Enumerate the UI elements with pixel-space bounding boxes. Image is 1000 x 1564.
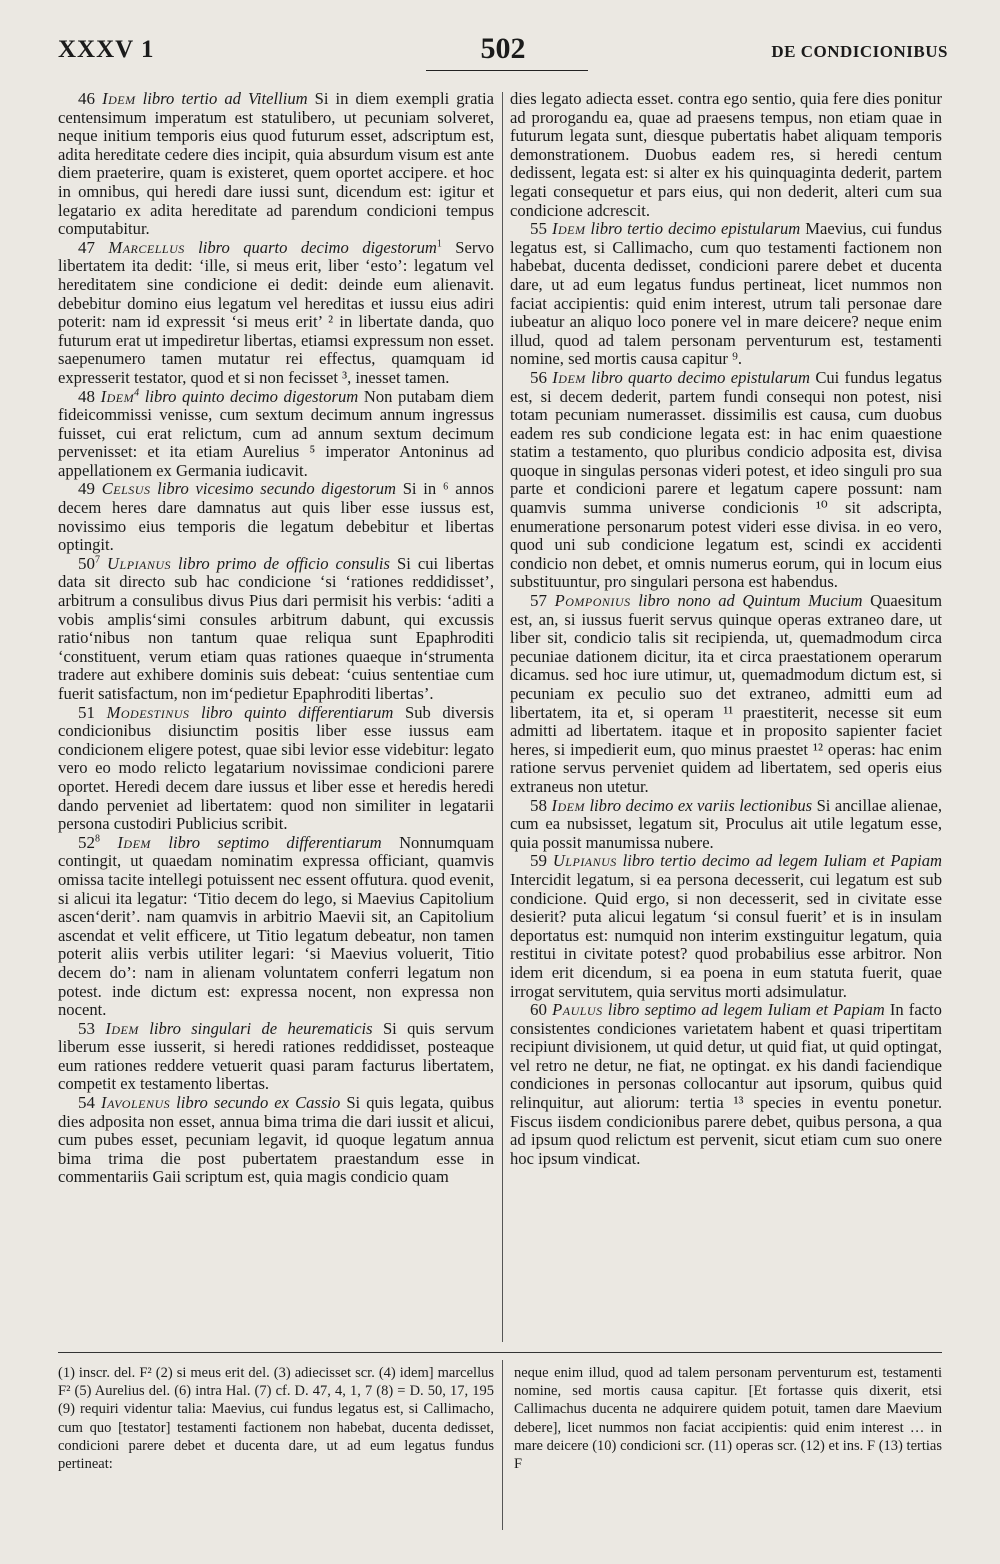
work-title: libro septimo ad legem Iuliam et Papiam [607, 1000, 885, 1020]
footnote-divider [502, 1360, 503, 1530]
work-title: libro decimo ex variis lectionibus [589, 795, 813, 815]
inscription [552, 1000, 885, 1019]
running-header [58, 30, 948, 70]
inscription [102, 479, 396, 498]
footnotes-left: (1) inscr. del. F² (2) si meus erit del. (3) adiecisset scr. (4) idem] marcellus F² (5) Aurelius del. (6) intra Hal. (7) cf. D. 47, 4, 1, 7 (8) = D. 50, 17, 195 (9) requiri videntur talia: Maevius, cui fundus legatus est, si Callimacho, cum quo [testator] testamenti factionem non habebat, ducenta dedisset, condicioni parere debet et ducenta dare, ut ad eum legatus fundus pertineat: [58, 1365, 494, 1473]
footnote-rule [58, 1352, 942, 1353]
inscription [555, 591, 863, 610]
fragment-text: Quaesitum est, an, si iussus fuerit servus quinque operas extraneo dare, ut liber sit, condicio talis sit recipienda, ut, quemadmodum circa pecuniae dationem dicitur, ita et circa praestationem operarum dicamus. sed hoc iure utimur, ut, quemadmodum dictum est, si pecuniam ex peculio suo det extraneo, admitti eum ad libertatem, ita et, si operam ¹¹ praestiterit, necesse sit eum admitti ad libertatem. itaque et in proposito sapienter faciet heres, si impedierit eum, quo minus praestet ¹² operas: hac enim ratione servus perveniet quidem ad libertatem, sed operis eius extraneus non utetur. [510, 591, 942, 796]
jurist-name: Idem [552, 367, 586, 387]
footnotes-right: neque enim illud, quod ad talem personam perventurum est, testamenti nomine, sed mortis causa capitur. [Et fortasse quis dixerit, etsi Callimachus ducenta ne adquirere quidem potuit, tamen dare Maevium debere], licet nummos non faciat accipientis: quid enim interest … in mare deicere (10) condicioni scr. (11) operas scr. (12) et ins. F (13) tertias F [514, 1365, 942, 1473]
right-column [510, 90, 942, 1168]
fragment [510, 592, 942, 797]
fragment-number: 51 [78, 702, 95, 722]
work-title: libro quinto differentiarum [200, 702, 394, 722]
fragment [58, 704, 494, 834]
work-title: libro nono ad Quintum Mucium [638, 591, 863, 611]
fragment [510, 852, 942, 1001]
fragment [58, 90, 494, 239]
fragment-text: Si in diem exempli gratia centensimum imperatum est statulibero, ut pecuniam solveret, neque initium temporis eius quod futurum esset, adscriptum est, adita hereditate cedere dies incipit, quia absurdum visum est ante diem praeterire, quam is existeret, quem oportet accipere. et hoc in omnibus, qui heredi dare iussi sunt, dicendum est: igitur et legatario ex adita hereditate ad parendum condicioni tempus computabitur. [58, 89, 495, 239]
footnote-marker: 1 [436, 238, 442, 250]
column-divider [502, 92, 503, 1342]
fragment-text: Servo libertatem ita dedit: ‘ille, si meus erit, liber ‘esto’: legatum vel hereditatem sine condicione ei dedit: deinde eum alienavit. debebitur domino eius legatum vel hereditas et iussu eius adiri poterit: nam id expressit ‘si meus erit’ ² in libertate danda, quo futurum erat ut impediretur libertas, etiamsi expressum non esset. saepenumero tamen mutatur rei effectus, quamquam id expresserit testator, quod et si non fecisset ³, inesset tamen. [58, 237, 494, 387]
page-number: 502 [480, 32, 526, 65]
fragment-number: 47 [78, 237, 95, 257]
fragment-text: Si quis legata, quibus dies adposita non esset, annua bima trima die dari iussit et alicui, cum pubes esset, pecuniam legavit, id quoque legatum annua bima trima die post pubertatem praestandum esse in commentariis Gaii scriptum est, quia magis condicio quam [58, 1093, 494, 1187]
fragment [58, 1094, 494, 1187]
jurist-name: Celsus [101, 479, 151, 499]
fragment-number: 53 [78, 1018, 95, 1038]
fragment-text: Si cui libertas data sit directo sub hac condicione ‘si ‘rationes reddidisset’, arbitrum a consulibus divus Pius dari permisit his verbis: ‘aditi a vobis amplis‘simi consules arbitrum dabunt, qui excussis ratio‘nibus non tantum quae reliqua sunt Epaphroditi ‘constituent, verum etiam quas rationes quaeque in‘strumenta tradere aut exhibere dominis suis debeat: ‘cuius sententiae cum fuerit satisfactum, non im‘pedietur Epaphroditi libertas’. [58, 553, 494, 703]
work-title: libro tertio decimo epistularum [590, 219, 801, 239]
jurist-name: Idem [551, 795, 585, 815]
fragment-text: Non putabam diem fideicommissi venisse, cum sextum decimum annum ingressus fuisset, cui erat relictum, cum ad annum sextum decimum pervenisset: et ita etiam Aurelius ⁵ imperator Antoninus ad appellationem ex Germania iudicavit. [58, 386, 494, 480]
fragment [58, 834, 494, 1020]
fragment [58, 239, 494, 388]
fragment-number: 58 [530, 795, 547, 815]
jurist-name: Idem [117, 832, 151, 852]
footnote-marker: 7 [95, 554, 100, 566]
fragment-number: 48 [78, 386, 95, 406]
jurist-name: Marcellus [108, 237, 185, 257]
fragment [58, 480, 494, 554]
work-title: libro quarto decimo epistularum [591, 367, 811, 387]
fragment [510, 90, 942, 220]
fragment [510, 369, 942, 592]
fragment-number: 60 [530, 1000, 547, 1020]
jurist-name: Pomponius [554, 591, 631, 611]
fragment-text: Sub diversis condicionibus disiunctim positis liber esse iussus eam condicionem eligere potest, quae sibi levior esse videbitur: legato vero eo modo relicto legatarium novissimae condicioni parere oportet. Heredi decem dare iussus et liber esse et heredis heredi dando perveniet ad libertatem: quod non similiter in legatarii persona custodiri Publicius scribit. [58, 702, 494, 834]
fragment-text: Cui fundus legatus est, si decem dederit, partem fundi consequi non potest, nisi totam pecuniam numerasset. dissimilis est causa, cum duobus eadem res sub condicione legata est: in hac enim quaestione statim a testamento, quo pluribus condicio adposita est, divisa quoque in singulas personas videri potest, et ideo singuli pro sua parte et condicioni parere et legatum capere possunt: nam quamvis summa universe condicionis ¹⁰ sit adscripta, enumeratione personarum potest videri esse divisa. in eo vero, quod uni sub condicione legatum est, scindi ex accidenti condicio non debet, et omnis numerus eorum, qui in locum eius substituuntur, pro singulari persona est habendus. [510, 367, 943, 592]
jurist-name: Modestinus [106, 702, 190, 722]
work-title: libro tertio decimo ad legem Iuliam et Papiam [622, 851, 943, 871]
inscription [552, 219, 800, 238]
jurist-name: Idem [551, 219, 586, 239]
jurist-name: Iavolenus [101, 1093, 171, 1113]
fragment [510, 220, 942, 369]
fragment-text: Intercidit legatum, si ea persona decesserit, cui legatum est sub condicione. Quid ergo, si non decesserit, sed in civitate esse desierit? puta alicui legatum ‘si consul fuerit’ et is in insulam deportatus est: numquid non interim exstinguitur legatum, quia restitui in civitate potest? quod probabilius esse arbitror. Non idem erit dicendum, si ea poena in eum statuta fuerit, quae irrogat servitutem, quia servitus morti adsimulatur. [510, 869, 942, 1001]
footnote-marker: 4 [134, 386, 140, 398]
work-title: libro septimo differentiarum [168, 832, 382, 852]
fragment-number: 59 [530, 851, 547, 871]
jurist-name: Ulpianus [107, 553, 172, 573]
inscription [102, 89, 308, 108]
jurist-name: Idem [105, 1018, 139, 1038]
left-column [58, 90, 494, 1187]
fragment-text: In facto consistentes condiciones varietatem habent et quasi tripertitam recipiunt divisionem, ut quid detur, ut quid fiat, ut quid optingat, vel retro ne detur, ne fiat, ne optingat. ex his dandi faciendique condiciones in personas collocantur aut ipsorum, quibus quid relinquitur, aut aliorum: tertia ¹³ species in eventu ponetur. Fiscus iisdem condicionibus parere debet, quibus persona, a qua ad ipsum quod relictum est pervenit, sicut etiam cum suo onere hoc ipsum vindicat. [510, 1000, 942, 1168]
fragment-number: 54 [78, 1093, 95, 1113]
fragment-text: Si quis servum liberum esse iusserit, si heredi rationes reddidisset, posteaque eum rationes reddere vetuerit quasi param facturus libertatem, competit ex testamento libertas. [58, 1018, 494, 1094]
inscription [553, 851, 942, 870]
fragment-number: 57 [530, 591, 547, 611]
jurist-name: Ulpianus [552, 851, 617, 871]
fragment-text: Si ancillae alienae, cum ea nubsisset, legatum sit, Proculus ait utile legatum esse, quia possit manumissa nubere. [510, 795, 943, 852]
jurist-name: Paulus [552, 1000, 603, 1020]
fragment-text: Maevius, cui fundus legatus est, si Callimacho, cum quo testamenti factionem non habebat, ducenta dedisset, condicioni parere debet et ducenta dare, ut ad eum legatus fundus pertineat, licet nummos non faciat accipientis: quid enim interest, utrum tali personae dare iubeatur an aliquo loco ponere vel in mare deicere? neque enim illud, quod ad talem personam perventurum est, testamenti nomine, sed mortis causa capitur ⁹. [510, 219, 942, 369]
fragment [58, 555, 494, 704]
fragment [510, 1001, 942, 1168]
work-title: libro quinto decimo digestorum [144, 386, 359, 406]
footnote-marker: 8 [95, 833, 100, 845]
fragment-number: 50 [78, 553, 95, 573]
inscription [117, 833, 381, 852]
jurist-name: Idem [102, 89, 136, 108]
work-title: libro primo de officio consulis [178, 553, 390, 573]
inscription [108, 238, 436, 257]
inscription [107, 703, 394, 722]
jurist-name: Idem [100, 386, 135, 406]
work-title: libro singulari de heurematicis [149, 1018, 373, 1038]
fragment-number: 49 [78, 479, 95, 499]
fragment-text: Si in ⁶ annos decem heres dare damnatus aut quis liber esse iussus est, novissimo eius temporis die legatum debebitur et libertas optingit. [58, 479, 495, 555]
inscription [552, 368, 810, 387]
inscription [101, 387, 359, 406]
fragment [58, 1020, 494, 1094]
fragment [510, 797, 942, 853]
fragment-text: Nonnumquam contingit, ut quaedam nominatim expressa officiant, quamvis omissa tacite intellegi potuissent nec essent offutura. quod evenit, si alicui ita legatur: ‘Titio decem do lego, si Maevius Capitolium ascen‘derit’. nam quamvis in arbitrio Maevii sit, an Capitolium ascendat et velit efficere, ut Titio legatum debeatur, non tamen poterit aliis verbis utiliter legari: ‘si Maevius voluerit, Titio decem do’: nam in alienam voluntatem conferri legatum non potest. inde dictum est: expressa nocent, non expressa non nocent. [58, 832, 495, 1020]
inscription [105, 1019, 372, 1038]
inscription [551, 796, 812, 815]
header-title: DE CONDICIONIBUS [771, 42, 948, 61]
inscription [107, 554, 390, 573]
fragment-number: 56 [530, 367, 547, 387]
work-title: libro secundo ex Cassio [176, 1093, 341, 1113]
fragment-text: dies legato adiecta esset. contra ego sentio, quia fere dies ponitur ad prorogandu ea, quae ad praesens tempus, non etiam quae in futurum legata sunt, diesque pubertatis habet aliquam temporis demonstrationem. Duobus eadem res, si heredi centum dedissent, legata est: si alter ex his quinquaginta dederit, partem legati consequetur et pars eius, qui non dederit, alteri cum sua condicione adcrescit. [510, 89, 942, 220]
fragment-number: 46 [78, 89, 95, 108]
inscription [101, 1093, 340, 1112]
header-rule [426, 70, 588, 71]
fragment-number: 52 [78, 832, 95, 852]
header-book-reference: XXXV 1 [58, 36, 155, 63]
fragment-number: 55 [530, 219, 547, 239]
work-title: libro vicesimo secundo digestorum [157, 479, 396, 499]
work-title: libro quarto decimo digestorum [198, 237, 437, 257]
fragment [58, 388, 494, 481]
work-title: libro tertio ad Vitellium [142, 89, 308, 108]
